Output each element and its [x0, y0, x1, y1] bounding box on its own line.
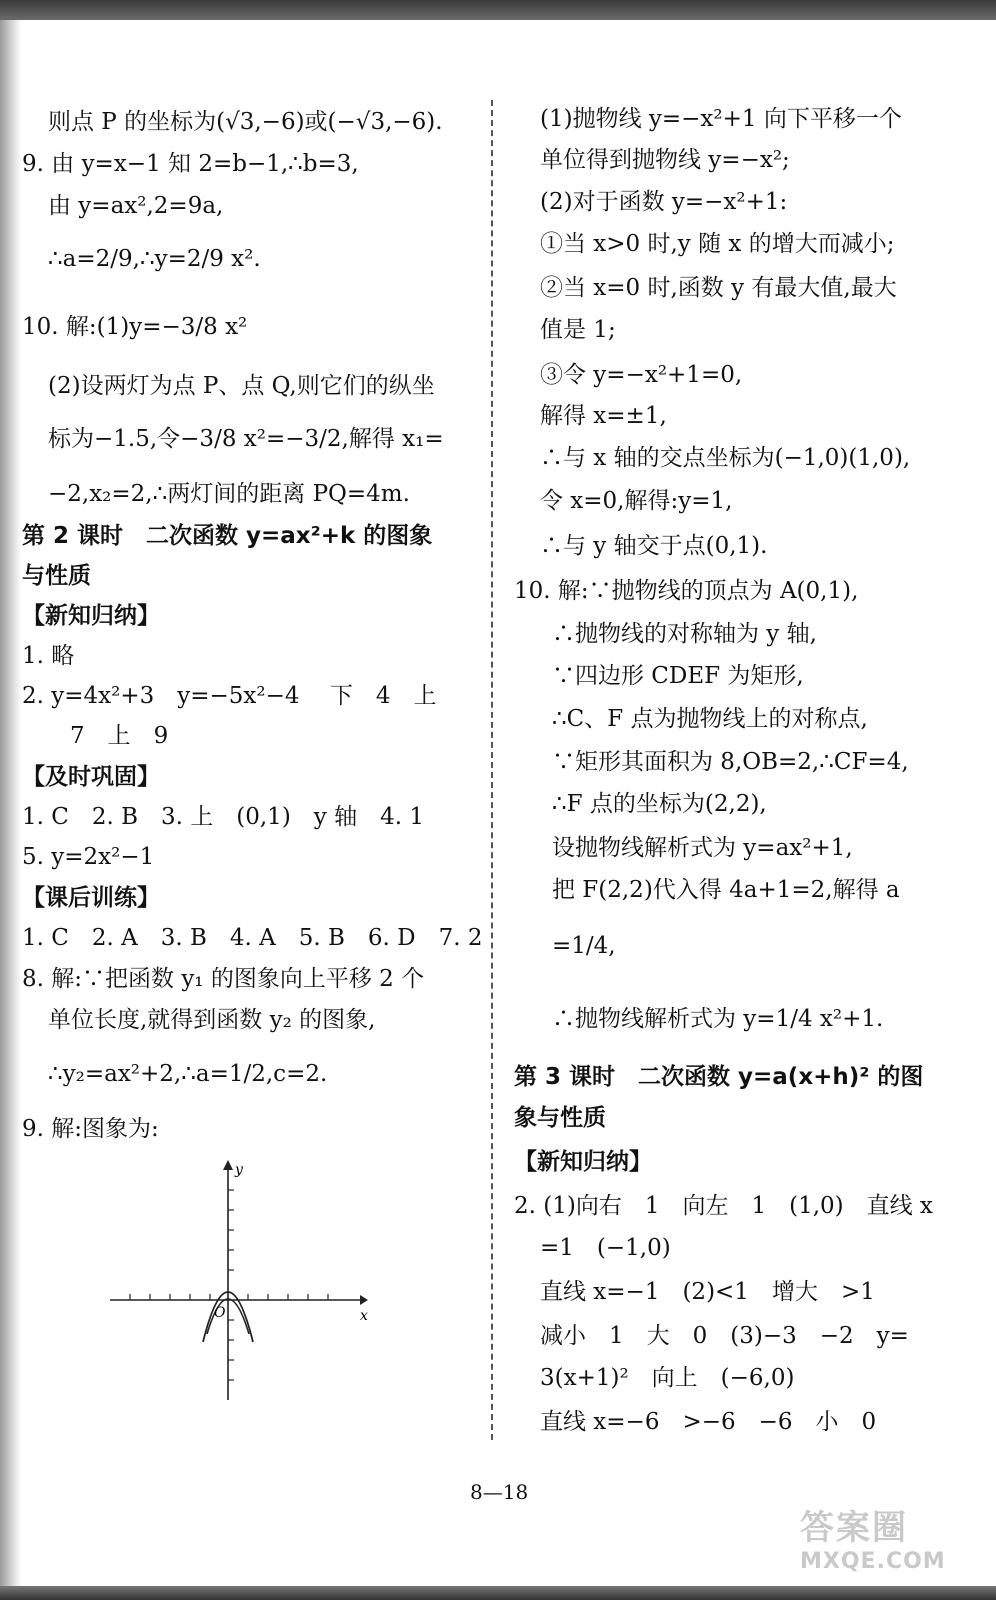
left-page-shadow [0, 20, 22, 1586]
page-number: 8—18 [470, 1480, 529, 1504]
origin-label: O [214, 1305, 226, 1321]
x-axis-label: x [360, 1308, 368, 1324]
text-line: 9. 解:图象为: [22, 1116, 159, 1142]
text-line: =1/4, [552, 933, 616, 959]
text-line: 9. 由 y=x−1 知 2=b−1,∴b=3, [22, 151, 359, 177]
watermark-text: 答案圈 [800, 1508, 908, 1548]
text-line: 1. C 2. B 3. 上 (0,1) y 轴 4. 1 [22, 804, 424, 830]
heading-line: 第 3 课时 二次函数 y=a(x+h)² 的图 [514, 1064, 924, 1090]
text-line: ∴与 x 轴的交点坐标为(−1,0)(1,0), [540, 445, 911, 471]
text-line: ①当 x>0 时,y 随 x 的增大而减小; [540, 231, 895, 257]
text-line: (1)抛物线 y=−x²+1 向下平移一个 [540, 106, 902, 132]
watermark [800, 1500, 946, 1574]
heading-line: 与性质 [22, 563, 91, 589]
text-line: 标为−1.5,令−3/8 x²=−3/2,解得 x₁= [48, 426, 444, 452]
text-line: 单位得到抛物线 y=−x²; [540, 147, 790, 173]
parabola-graph [110, 1160, 370, 1410]
text-line: =1 (−1,0) [540, 1235, 671, 1261]
text-line: 值是 1; [540, 317, 616, 343]
heading-line: 【课后训练】 [22, 885, 160, 911]
text-line: 减小 1 大 0 (3)−3 −2 y= [540, 1323, 909, 1349]
text-line: 设抛物线解析式为 y=ax²+1, [552, 835, 853, 861]
text-line: 8. 解:∵把函数 y₁ 的图象向上平移 2 个 [22, 966, 425, 992]
heading-line: 【及时巩固】 [22, 764, 160, 790]
text-line: (2)设两灯为点 P、点 Q,则它们的纵坐 [48, 373, 435, 399]
text-line: 2. (1)向右 1 向左 1 (1,0) 直线 x [514, 1193, 933, 1219]
top-scan-edge [0, 0, 996, 20]
text-line: 令 x=0,解得:y=1, [540, 488, 733, 514]
text-line: 3(x+1)² 向上 (−6,0) [540, 1365, 795, 1391]
text-line: ③令 y=−x²+1=0, [540, 362, 743, 388]
text-line: 单位长度,就得到函数 y₂ 的图象, [48, 1007, 376, 1033]
text-line: 10. 解:∵抛物线的顶点为 A(0,1), [514, 578, 859, 604]
bottom-scan-edge [0, 1586, 996, 1600]
text-line: ∴抛物线解析式为 y=1/4 x²+1. [552, 1006, 884, 1032]
text-line: ∴y₂=ax²+2,∴a=1/2,c=2. [48, 1061, 328, 1087]
text-line: 直线 x=−6 >−6 −6 小 0 [540, 1409, 877, 1435]
text-line: 7 上 9 [70, 723, 169, 749]
text-line: 则点 P 的坐标为(√3,−6)或(−√3,−6). [48, 109, 443, 135]
text-line: ∴抛物线的对称轴为 y 轴, [552, 621, 817, 647]
text-line: 2. y=4x²+3 y=−5x²−4 下 4 上 [22, 683, 437, 709]
heading-line: 【新知归纳】 [22, 603, 160, 629]
text-line: 解得 x=±1, [540, 403, 667, 429]
text-line: −2,x₂=2,∴两灯间的距离 PQ=4m. [48, 481, 410, 507]
text-line: ∵四边形 CDEF 为矩形, [552, 663, 804, 689]
heading-line: 【新知归纳】 [514, 1149, 652, 1175]
heading-line: 第 2 课时 二次函数 y=ax²+k 的图象 [22, 523, 433, 549]
text-line: 把 F(2,2)代入得 4a+1=2,解得 a [552, 877, 900, 903]
text-line: 5. y=2x²−1 [22, 844, 155, 870]
text-line: ∵矩形其面积为 8,OB=2,∴CF=4, [552, 749, 909, 775]
text-line: 1. C 2. A 3. B 4. A 5. B 6. D 7. 2 [22, 925, 483, 951]
text-line: ∴C、F 点为抛物线上的对称点, [552, 706, 868, 732]
text-line: 1. 略 [22, 643, 75, 669]
watermark-url: MXQE.COM [800, 1549, 946, 1574]
y-axis-arrow [223, 1160, 233, 1170]
y-axis-label: y [235, 1162, 243, 1178]
text-line: (2)对于函数 y=−x²+1: [540, 189, 788, 215]
text-line: ∴a=2/9,∴y=2/9 x². [48, 246, 261, 272]
text-line: 由 y=ax²,2=9a, [48, 193, 224, 219]
column-divider [491, 100, 493, 1440]
text-line: ②当 x=0 时,函数 y 有最大值,最大 [540, 275, 897, 301]
text-line: 直线 x=−1 (2)<1 增大 >1 [540, 1279, 875, 1305]
text-line: ∴F 点的坐标为(2,2), [552, 791, 767, 817]
x-axis-arrow [360, 1295, 368, 1305]
text-line: 10. 解:(1)y=−3/8 x² [22, 314, 248, 340]
heading-line: 象与性质 [514, 1105, 606, 1131]
text-line: ∴与 y 轴交于点(0,1). [540, 533, 768, 559]
